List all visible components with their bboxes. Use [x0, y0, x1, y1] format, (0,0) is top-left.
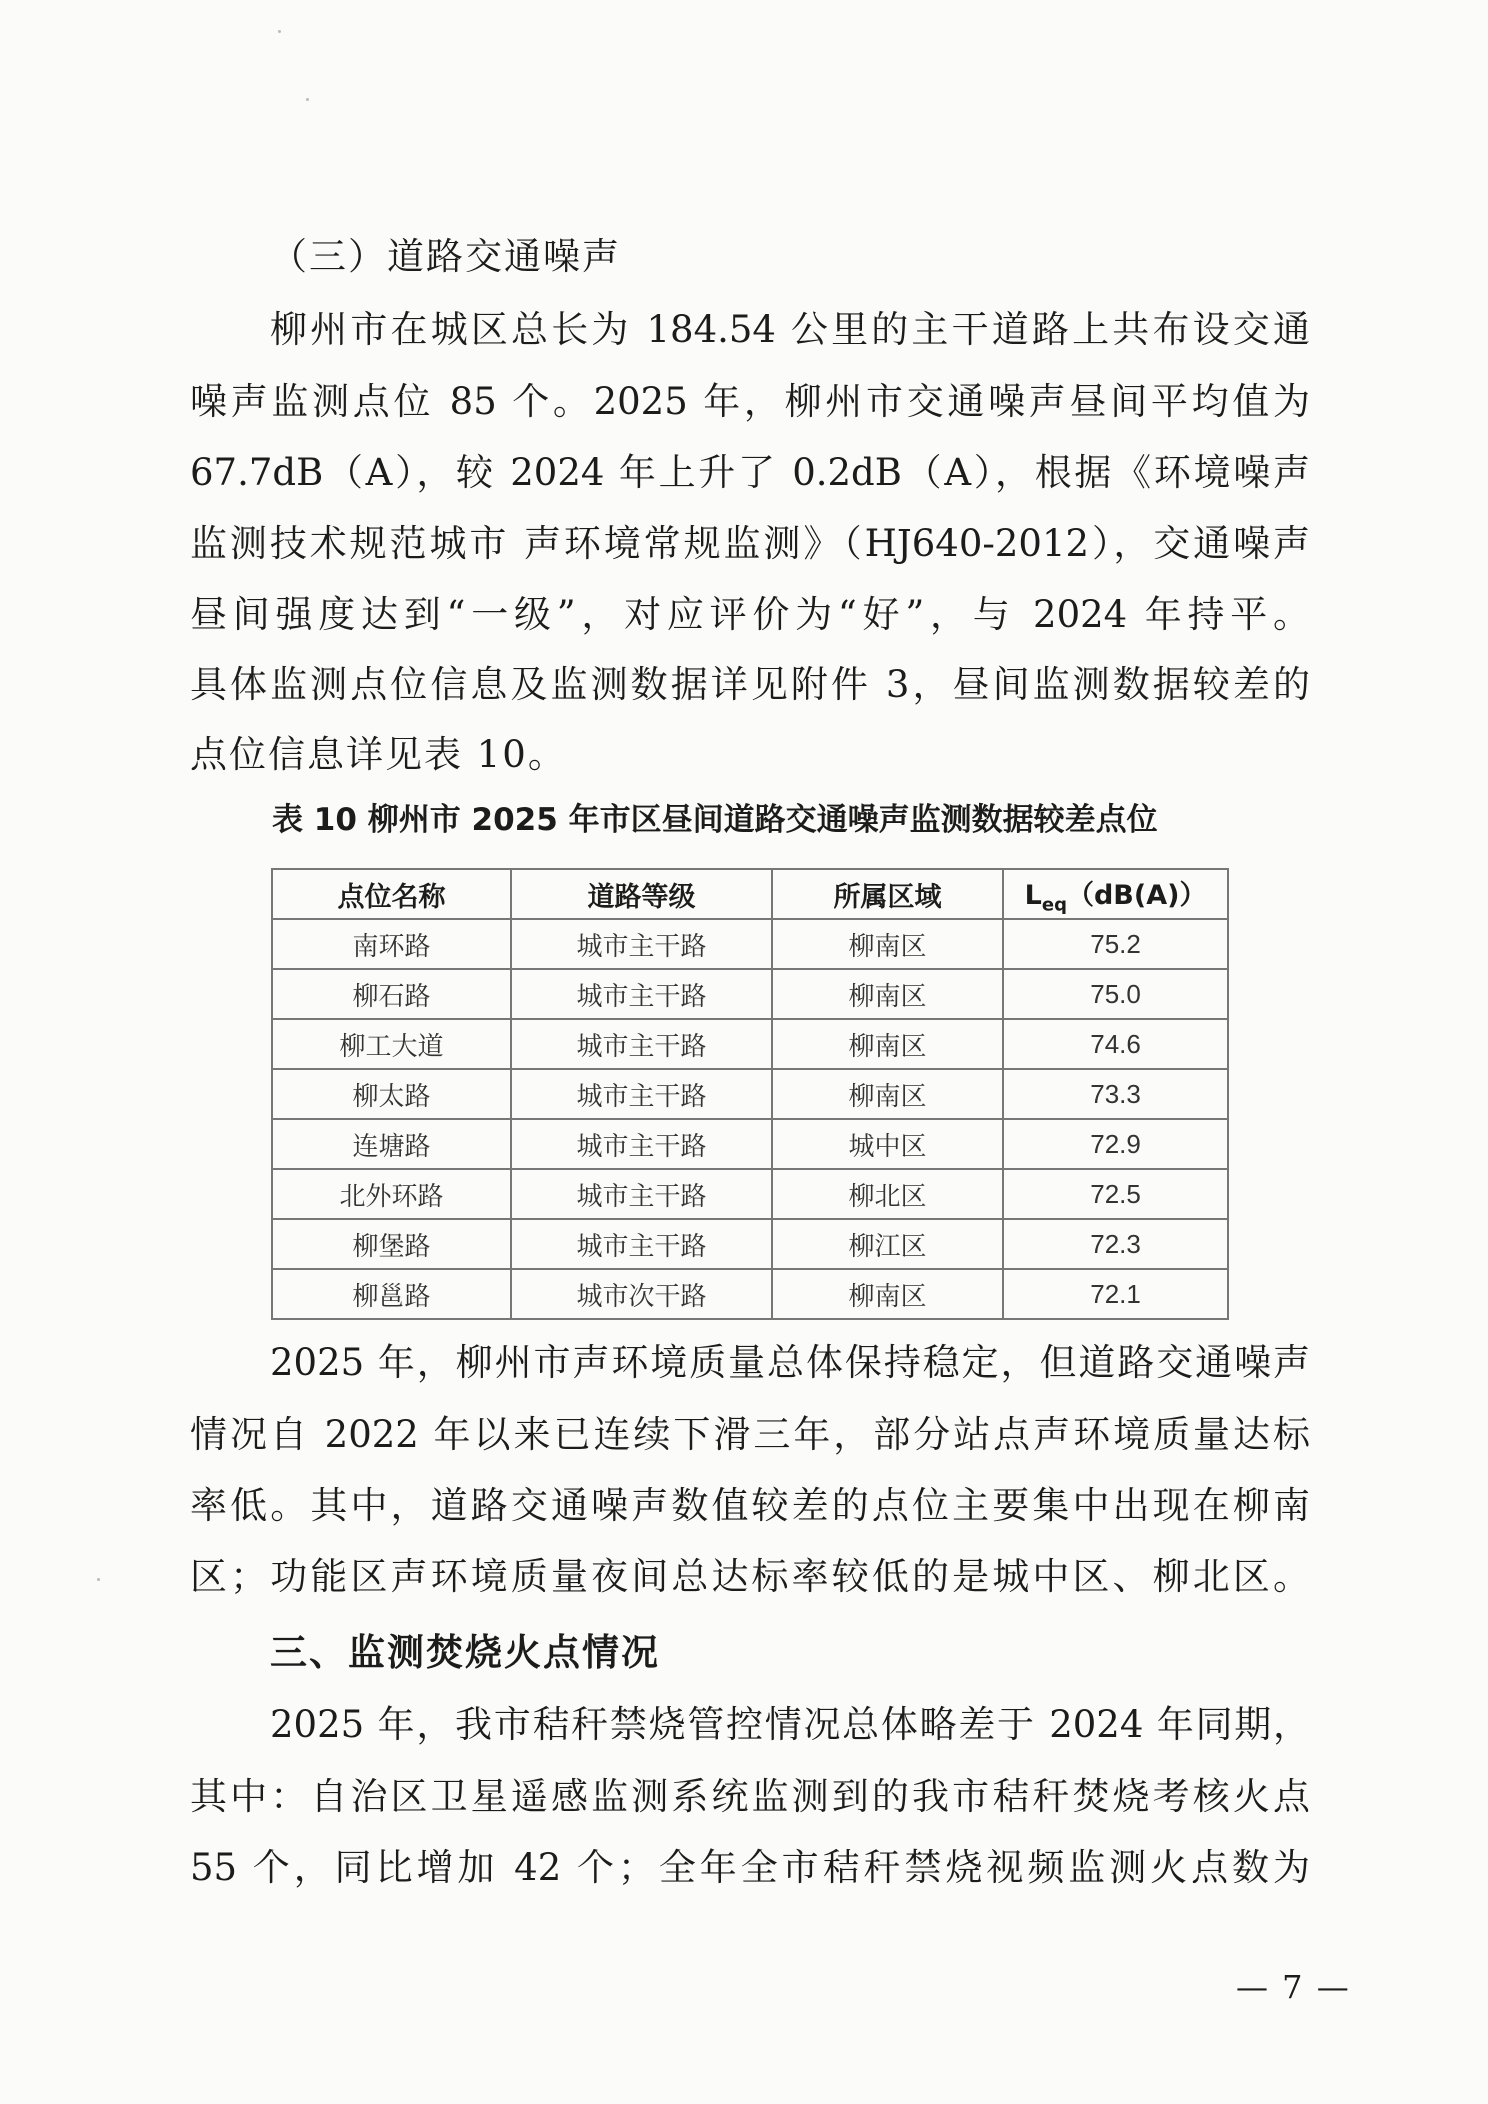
header-site-name: 点位名称	[272, 869, 511, 919]
cell-site-name: 北外环路	[272, 1169, 511, 1219]
section-heading: （三）道路交通噪声	[270, 235, 621, 278]
cell-leq: 75.0	[1003, 969, 1228, 1019]
cell-leq: 73.3	[1003, 1069, 1228, 1119]
paragraph-line: 2025 年，柳州市声环境质量总体保持稳定，但道路交通噪声	[270, 1341, 1310, 1384]
table-row	[272, 969, 1228, 1019]
cell-district: 柳江区	[772, 1219, 1003, 1269]
cell-leq: 72.9	[1003, 1119, 1228, 1169]
paragraph-line: 区；功能区声环境质量夜间总达标率较低的是城中区、柳北区。	[190, 1555, 1310, 1598]
header-road-grade: 道路等级	[511, 869, 772, 919]
paragraph-line: 昼间强度达到“一级”，对应评价为“好”，与 2024 年持平。	[190, 593, 1310, 636]
scan-speck	[97, 1578, 100, 1581]
page-number: — 7 —	[1236, 1968, 1351, 2006]
table-row	[272, 1169, 1228, 1219]
table-row	[272, 1019, 1228, 1069]
cell-road-grade: 城市主干路	[511, 1119, 772, 1169]
table-row	[272, 919, 1228, 969]
paragraph-line: 柳州市在城区总长为 184.54 公里的主干道路上共布设交通	[270, 308, 1310, 351]
paragraph-line: 监测技术规范城市 声环境常规监测》（HJ640-2012），交通噪声	[190, 522, 1310, 565]
cell-road-grade: 城市主干路	[511, 1169, 772, 1219]
scan-speck	[306, 98, 309, 101]
cell-site-name: 柳邕路	[272, 1269, 511, 1319]
cell-district: 柳北区	[772, 1169, 1003, 1219]
cell-road-grade: 城市主干路	[511, 1069, 772, 1119]
cell-site-name: 南环路	[272, 919, 511, 969]
cell-district: 柳南区	[772, 919, 1003, 969]
cell-site-name: 连塘路	[272, 1119, 511, 1169]
paragraph-line: 具体监测点位信息及监测数据详见附件 3，昼间监测数据较差的	[190, 663, 1310, 706]
cell-leq: 74.6	[1003, 1019, 1228, 1069]
cell-district: 柳南区	[772, 1019, 1003, 1069]
table-row	[272, 1119, 1228, 1169]
cell-leq: 72.3	[1003, 1219, 1228, 1269]
table-header-row	[272, 869, 1228, 919]
cell-road-grade: 城市主干路	[511, 919, 772, 969]
cell-district: 柳南区	[772, 1069, 1003, 1119]
cell-leq: 75.2	[1003, 919, 1228, 969]
header-leq	[1003, 869, 1228, 919]
paragraph-line: 55 个，同比增加 42 个；全年全市秸秆禁烧视频监测火点数为	[190, 1846, 1310, 1889]
cell-site-name: 柳石路	[272, 969, 511, 1019]
cell-road-grade: 城市主干路	[511, 1019, 772, 1069]
paragraph-line: 2025 年，我市秸秆禁烧管控情况总体略差于 2024 年同期，	[270, 1703, 1310, 1746]
leq-subscript: eq	[1041, 894, 1067, 916]
cell-site-name: 柳太路	[272, 1069, 511, 1119]
noise-data-table	[271, 868, 1229, 1320]
cell-district: 城中区	[772, 1119, 1003, 1169]
paragraph-line: 率低。其中，道路交通噪声数值较差的点位主要集中出现在柳南	[190, 1484, 1310, 1527]
table-row	[272, 1069, 1228, 1119]
scan-speck	[278, 30, 281, 33]
table-row	[272, 1269, 1228, 1319]
table-caption: 表 10 柳州市 2025 年市区昼间道路交通噪声监测数据较差点位	[272, 802, 1158, 838]
cell-road-grade: 城市主干路	[511, 969, 772, 1019]
cell-site-name: 柳工大道	[272, 1019, 511, 1069]
cell-leq: 72.5	[1003, 1169, 1228, 1219]
cell-road-grade: 城市主干路	[511, 1219, 772, 1269]
cell-road-grade: 城市次干路	[511, 1269, 772, 1319]
cell-leq: 72.1	[1003, 1269, 1228, 1319]
section-3-heading: 三、监测焚烧火点情况	[270, 1631, 660, 1674]
paragraph-line: 点位信息详见表 10。	[190, 733, 567, 776]
paragraph-line: 其中：自治区卫星遥感监测系统监测到的我市秸秆焚烧考核火点	[190, 1775, 1310, 1818]
leq-symbol: L	[1024, 879, 1042, 911]
header-district: 所属区域	[772, 869, 1003, 919]
paragraph-line: 67.7dB（A），较 2024 年上升了 0.2dB（A），根据《环境噪声	[190, 451, 1310, 494]
cell-district: 柳南区	[772, 969, 1003, 1019]
leq-unit: （dB(A)）	[1066, 879, 1207, 911]
paragraph-line: 情况自 2022 年以来已连续下滑三年，部分站点声环境质量达标	[190, 1413, 1310, 1456]
table-row	[272, 1219, 1228, 1269]
paragraph-line: 噪声监测点位 85 个。2025 年，柳州市交通噪声昼间平均值为	[190, 380, 1310, 423]
cell-district: 柳南区	[772, 1269, 1003, 1319]
cell-site-name: 柳堡路	[272, 1219, 511, 1269]
